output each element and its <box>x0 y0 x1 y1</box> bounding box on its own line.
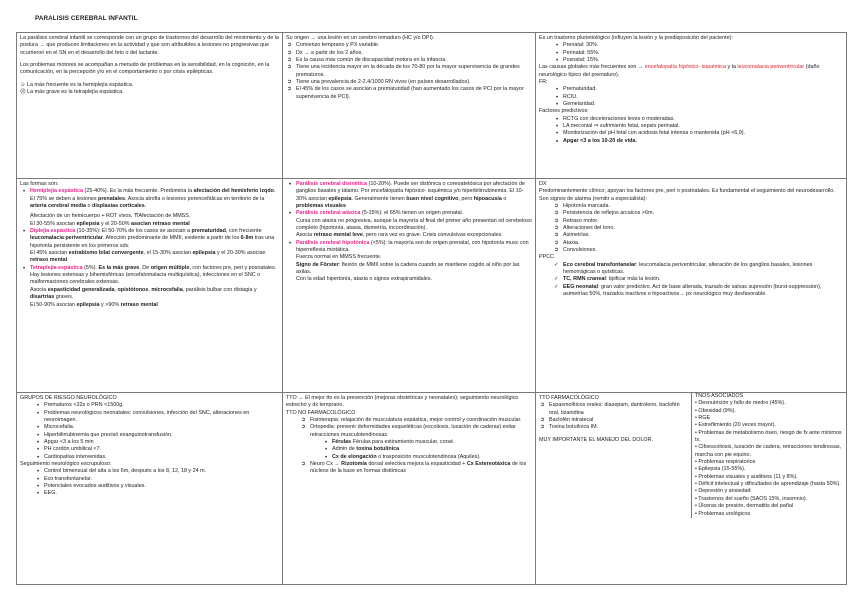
list-item: • RGE <box>695 415 711 422</box>
predictive-factors-label: Factores predictivos: <box>539 108 589 115</box>
treatment-intro: TTO → El mejor tto es la prevención (mejoras obstétricas y neonatales); seguimiento neurológico estrecho y dx temprano. <box>286 395 519 409</box>
list-item: • Apgar <3 a los 5 min <box>44 439 279 446</box>
most-severe-note: ☹ La más grave es la tetraplejía espástica. <box>20 89 124 96</box>
list-item: • Perinatal: 55%. <box>563 50 843 57</box>
list-item: ➲ Toxina botulínica IM. <box>549 424 687 431</box>
pain-note: MUY IMPORTANTE EL MANEJO DEL DOLOR. <box>539 436 654 443</box>
other-forms-list <box>286 181 532 284</box>
list-item: • Problemas visuales y auditivos (11 y 8%). <box>695 473 798 480</box>
list-item: ➲ Tiene una incidencia mayor en la década de los 70-80 por la mayor supervivencia de grandes prematuros. <box>296 64 532 79</box>
pharma-list <box>539 402 687 431</box>
list-item: • Gemelaridad. <box>563 101 843 108</box>
risk-groups-list <box>20 402 279 461</box>
list-item: • Control bimensual del alta a los 6m, después a los 8, 12, 18 y 24 m. <box>44 468 279 475</box>
list-item: ➲ Baclofén intratecal <box>549 417 687 424</box>
tetraplegia-item: • Tetraplejía espástica (5%). Es la más grave. De origen múltiple, con factores pre, peri y posnatales. Hay lesiones extensas y bihemisféricas (encefalomalacia multiquística), infecciones en el SNC o malformaciones cerebrales extensas. Asocia espasticidad generalizada, opistótonos, microcefalia, parálisis bulbar con distagia y disartrias graves. El 50-90% asocian epilepsia y >90% retraso mental <box>30 265 279 309</box>
neurosurgery-list <box>286 461 532 476</box>
cell-diagnosis <box>536 179 847 393</box>
notes-grid <box>16 32 847 585</box>
list-item: • Estreñimiento (20 veces mayor). <box>695 422 776 429</box>
list-item: • RCTG con deceleraciones leves o moderadas. <box>563 116 843 123</box>
cell-other-forms <box>283 179 536 393</box>
pharma-heading: TTO FARMACOLÓGICO <box>539 395 599 401</box>
dyskinetic-item: • Parálisis cerebral disinética (10-20%). Puede ser distónica o coreoatetósica por afectación de ganglios basales y tálamo. Por encefalopatía hipóxico- isquémica y/o hiperbilirrubinemia. El 10-30% asocian epilepsia. Generalmente tienen buen nivel cognitivo, pero hipoacusia o problemas visuales <box>296 181 532 210</box>
most-frequent-note: ☺ La más frecuente es la hemiplejía espástica. <box>20 81 134 88</box>
list-item: • Problemas de metabolismo óseo, riesgo de fx ante mínimos tx. <box>695 429 842 444</box>
list-item: • Cardiopatías intervenidas. <box>44 454 279 461</box>
list-item: • Desnutrición y fallo de medro (45%). <box>695 400 786 407</box>
list-item: ➲ Comienzo temprano y PX variable. <box>296 42 532 49</box>
list-item: • Úlceras de presión, dermatitis del pañal <box>695 503 794 510</box>
list-item: • Apgar <3 a los 10-20 de vida. <box>563 138 843 145</box>
list-item: ➲ Tiene una prevalencia de 2-2,4/1000 RN vivos (en países desarrollados). <box>296 79 532 86</box>
non-pharma-list <box>286 417 532 439</box>
list-item: • Epilepsia (15-55%). <box>695 466 746 473</box>
list-item: ➲ Convulsiones. <box>563 247 843 254</box>
origin-intro: Su origen → una lesión en un cerebro inmaduro (HC y/o DPI). <box>286 35 435 41</box>
list-item: • Prematuridad. <box>563 86 843 93</box>
hie-highlight: encefalopatía hipóxico- isquémica <box>644 64 726 71</box>
list-item: • Microcefalia. <box>44 424 279 431</box>
predictive-factors-list <box>539 116 843 145</box>
cell-forms <box>17 179 283 393</box>
list-item: • EEG. <box>44 490 279 497</box>
diplegia-item: • Diplejía espástica (10-35%): El 50-70% de los casos se asocian a prematuridad, con frecuente leucomalacia periventricular. Afección predominante de MMII, evidente a partir de los 6-8m tras una hipotonía persistente en los primeros sdv. El 45% asocian estrabismo bilat convergente, el 15-30% asocian epilepsia y el 20-30% asocian retraso mental <box>30 228 279 265</box>
definition-text: La parálisis cerebral infantil se corresponde con un grupo de trastornos del desarrollo del movimiento y de la postura → que producen limitaciones en la actividad y que son atribuibles a lesiones no progresivas que ocurrieron en el SN en el desarrollo del feto o del lactante. <box>20 35 279 56</box>
hypotonic-item: • Parálisis cerebral hipotónica (<5%): la mayoría son de origen prenatal, con hipotonía musc con hiperreflexia miotática. Fuerza normal en MMSS frecuente. Signo de Förster: flexión de MMII sobre la cadera cuando se mantiene cogido al niño por las axilas. Con la edad hipertonía, ataxia o signos extrapiramidales. <box>296 240 532 284</box>
list-item: ➲ Persistencia de reflejos arcaicos >6m. <box>563 210 843 217</box>
etiology-list <box>539 42 843 64</box>
alarm-intro: Son signos de alarma (remitir a especialista): <box>539 195 647 202</box>
cell-etiology <box>536 33 847 179</box>
origin-list <box>286 42 532 101</box>
cell-origin <box>283 33 536 179</box>
list-item: ➲ Es la causa más común de discapacidad motora en la infancia. <box>296 57 532 64</box>
list-item: • Férulas Férulas para estiramiento muscular, corsé. <box>332 439 532 446</box>
forms-list <box>20 188 279 309</box>
list-item: ➲ Dx → a partir de los 2 años. <box>296 50 532 57</box>
list-item: • Problemas neurológicos neonatales: convulsiones, infección del SNC, alteraciones en neuroimagen. <box>44 410 279 425</box>
orthopedic-sublist <box>286 439 532 461</box>
list-item: • Problemas urológicos <box>695 510 751 517</box>
forms-intro: Las formas son: <box>20 181 59 187</box>
list-item: • Trastornos del sueño (SAOS 15%, insomnio). <box>695 495 808 502</box>
ataxic-item: • Parálisis cerebral atáxica (5-15%): el 65% tienen un origen prenatal. Cursa con ataxia no progresiva, aunque la mayoría al final del primer año presentan sd cerebeloso completo (hipotonía, ataxia, dismetría, incoordinación). Asocia retraso mental leve, pero rara vez es grave. Crisis convulsivas excepcionales. <box>296 210 532 239</box>
cell-pharma-associated <box>536 393 847 585</box>
dx-text: Predominantemente clínico; apoyan los factores pre, peri o postnatales. Es fundamental el seguimiento del neurodesarrollo. <box>539 188 835 195</box>
list-item: ✓ EEG neonatal: gran valor predictivo. Act de base alterada, trazado de salvas supresión (burst-suppression), asimetrías 50%, trazados inactivos o hipoactivos→ px neurológico muy desfavorable. <box>563 284 843 299</box>
follow-up-list <box>20 468 279 497</box>
cell-treatment <box>283 393 536 585</box>
risk-factors-label: FR: <box>539 79 548 86</box>
associated-problems-text: Los problemas motores se acompañan a menudo de problemas en la sensibilidad, en la cognición, en la comunicación, en la percepción y/o en el comportamiento o por crisis epilépticas. <box>20 62 270 76</box>
list-item: ➲ Retraso motor. <box>563 218 843 225</box>
follow-up-heading: Seguimiento neurológico escrupuloso: <box>20 461 112 468</box>
list-item: • RCIU. <box>563 94 843 101</box>
dx-heading: DX <box>539 181 547 187</box>
risk-factors-list <box>539 86 843 108</box>
hemiplegia-item: • Hemiplejía espástica (25-40%). Es la más frecuente. Predomina la afectación del hemisferio izqdo. El 75% se deben a lesiones prenatales. Asocia atrofia o lesiones porencefálicas en territorio de la arteria cerebral media o displasias corticales. Afectación de un hemicuerpo + ROT vivos, ⇈Afectación de MMSS. El 30-55% asocian epilepsia y el 20-50% asocian retraso mental <box>30 188 279 228</box>
list-item: • Obesidad (9%). <box>695 407 736 414</box>
list-item: • Monitorización del pH fetal con acidosis fetal intensa o mantenida (pH <6,9). <box>563 130 843 137</box>
list-item: ➲ El 45% de los casos se asocian a prematuridad (han aumentado los casos de PCI por la mayor supervivencia de PCI). <box>296 86 532 101</box>
pharma-column <box>539 395 687 518</box>
etiology-intro: Es un trastorno plurietiológico (influyen la lesión y la predisposición del paciente): <box>539 35 733 41</box>
list-item: • Problemas respiratorios <box>695 459 756 466</box>
list-item: ✓ TC, RMN craneal: tipificar más la lesión. <box>563 276 843 283</box>
list-item: • Hiperbilirrubinemia que precisó exanguinotransfusión. <box>44 432 279 439</box>
list-item: • Prematuros <32s o PRN <1500g. <box>44 402 279 409</box>
list-item: • Prenatal: 30%. <box>563 42 843 49</box>
risk-groups-heading: GRUPOS DE RIESGO NEUROLÓGICO <box>20 395 117 401</box>
alarm-signs-list <box>539 203 843 254</box>
ppcc-heading: PPCC <box>539 254 554 261</box>
list-item: ✓ Eco cerebral transfontanelar: leucomalacia periventricular, alteración de los ganglios basales, lesiones hemorrágicas o quísticas. <box>563 262 843 277</box>
list-item: • Cifoescoliosis, luxación de cadera, retracciones tendinosas, marcha con pie equino. <box>695 444 842 458</box>
page-title: PARALISIS CEREBRAL INFANTIL <box>35 15 138 22</box>
global-causes: Las causas globales más frecuentes son → encefalopatía hipóxico- isquémica y la leucomalacia periventricular (daño neurológico típico del prematuro). <box>539 64 820 78</box>
pvl-highlight: leucomalacia periventricular <box>737 64 805 71</box>
list-item: • Potenciales evocados auditivos y visuales. <box>44 483 279 490</box>
list-item: ➲ Fisioterapia: relajación de musculatura espástica, mejor control y coordinación muscular. <box>310 417 532 424</box>
list-item: ➲ Hipotonía marcada. <box>563 203 843 210</box>
list-item: ➲ Ortopedia: prevenir deformidades esqueléticas (escoliosis, luxación de caderas) evitar retracciones musculotendinosas. <box>310 424 532 439</box>
list-item: • Eco transfontanelar. <box>44 476 279 483</box>
list-item: • PH cordón umbilical <7. <box>44 446 279 453</box>
list-item: ➲ Neuro Cx → Rizotomía dorsal selectiva mejora la espasticidad + Cx Estereotáxica de los núcleos de la base en formas distónicas <box>310 461 532 476</box>
list-item: • Admin de toxina botulínica <box>332 446 532 453</box>
list-item: • Depresión y ansiedad <box>695 488 751 495</box>
cell-definition <box>17 33 283 179</box>
list-item: ➲ Asimetrías. <box>563 232 843 239</box>
associated-heading: TNOS ASOCIADOS <box>695 393 744 399</box>
list-item: • LA meconial ⇒ sufrimiento fetal, sepsis perinatal. <box>563 123 843 130</box>
cell-risk-groups <box>17 393 283 585</box>
non-pharma-heading: TTO NO FARMACOLÓGICO <box>286 409 356 416</box>
list-item: • Cx de elongación o trasposición musculotendinosa (Aquiles). <box>332 454 532 461</box>
tests-list <box>539 262 843 299</box>
associated-column <box>691 393 843 518</box>
list-item: ➲ Ataxia. <box>563 240 843 247</box>
list-item: • Posnatal: 15%. <box>563 57 843 64</box>
list-item: ➲ Alteraciones del tono. <box>563 225 843 232</box>
list-item: • Déficit intelectual y dificultades de aprendizaje (hasta 50%). <box>695 481 841 488</box>
list-item: ➲ Espasmolíticos orales: diazepam, dantroleno, baclofén oral, tizanidina <box>549 402 687 417</box>
